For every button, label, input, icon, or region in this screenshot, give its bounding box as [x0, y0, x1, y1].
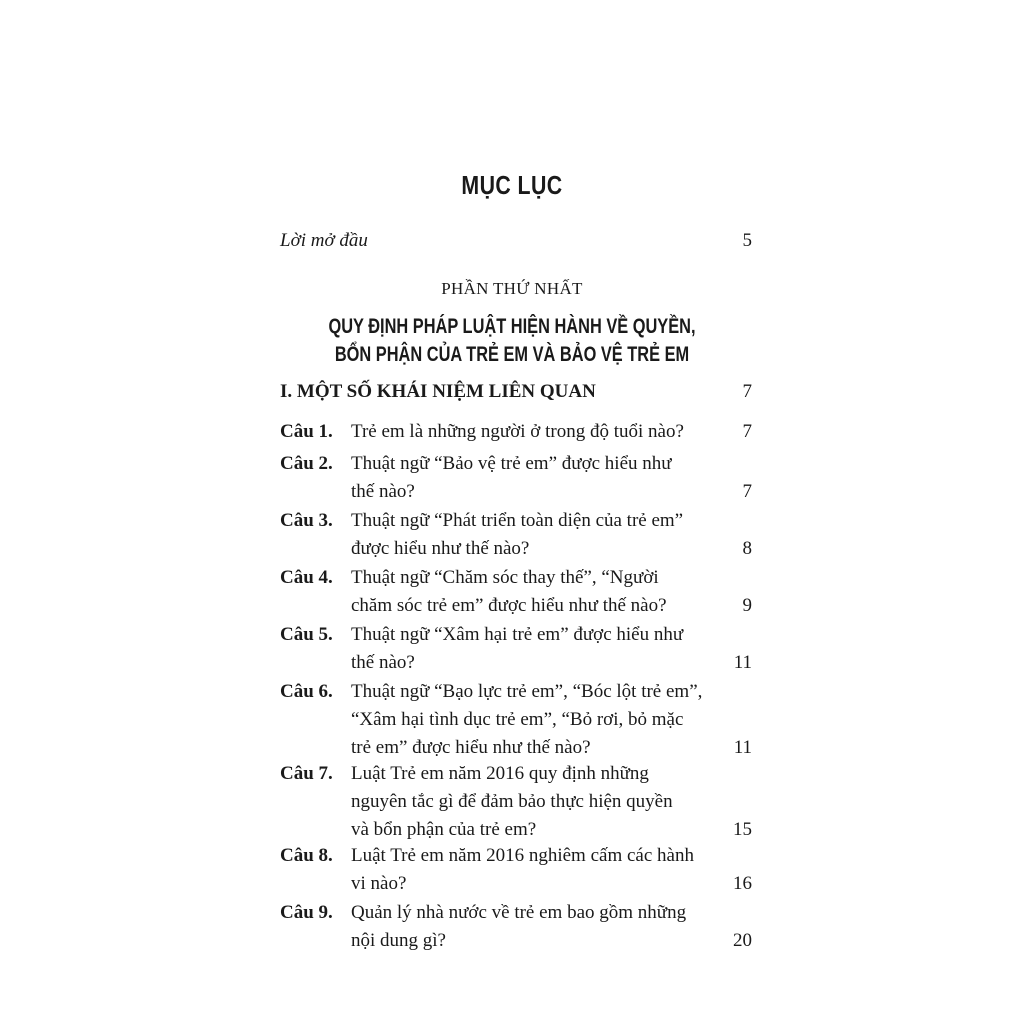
toc-entry-section-1[interactable] [280, 381, 752, 403]
part-label: PHẦN THỨ NHẤT [441, 279, 583, 298]
question-label: Câu 3. [280, 510, 333, 531]
toc-entry-question-4[interactable] [280, 564, 752, 620]
question-text-line: Quản lý nhà nước về trẻ em bao gồm những [351, 902, 687, 923]
section-page-number: 7 [742, 381, 752, 402]
question-text-line: Trẻ em là những người ở trong độ tuổi nào? [351, 421, 684, 442]
question-text-line: thế nào? [351, 652, 415, 673]
section-heading: I. MỘT SỐ KHÁI NIỆM LIÊN QUAN [280, 381, 596, 402]
toc-entry-question-1[interactable] [280, 418, 752, 446]
question-page-number: 8 [742, 538, 752, 559]
toc-entry-question-3[interactable] [280, 507, 752, 563]
question-text [351, 418, 722, 446]
question-text-line: nguyên tắc gì để đảm bảo thực hiện quyền [351, 791, 673, 812]
question-page-number: 7 [742, 421, 752, 442]
question-label: Câu 7. [280, 763, 333, 784]
question-text [351, 507, 722, 563]
question-label: Câu 1. [280, 421, 333, 442]
question-text-line: Thuật ngữ “Chăm sóc thay thế”, “Người [351, 567, 659, 588]
question-text-line: Thuật ngữ “Xâm hại trẻ em” được hiểu như [351, 624, 684, 645]
question-label: Câu 8. [280, 845, 333, 866]
question-text-line: thế nào? [351, 481, 415, 502]
question-text-line: chăm sóc trẻ em” được hiểu như thế nào? [351, 595, 667, 616]
question-text [351, 564, 722, 620]
part-title-line-1: QUY ĐỊNH PHÁP LUẬT HIỆN HÀNH VỀ QUYỀN, [328, 315, 696, 338]
question-text [351, 842, 722, 898]
question-text-line: vi nào? [351, 873, 407, 894]
question-text-line: Thuật ngữ “Bạo lực trẻ em”, “Bóc lột trẻ em”, [351, 681, 703, 702]
question-text [351, 621, 722, 677]
question-text [351, 899, 722, 955]
question-text-line: được hiểu như thế nào? [351, 538, 530, 559]
intro-page-number: 5 [742, 230, 752, 251]
question-label: Câu 5. [280, 624, 333, 645]
question-text [351, 450, 722, 506]
question-page-number: 16 [733, 873, 752, 894]
question-label: Câu 9. [280, 902, 333, 923]
toc-entry-question-6[interactable] [280, 678, 752, 762]
question-label: Câu 4. [280, 567, 333, 588]
part-title-line-2: BỔN PHẬN CỦA TRẺ EM VÀ BẢO VỆ TRẺ EM [334, 343, 690, 366]
question-text-line: Thuật ngữ “Bảo vệ trẻ em” được hiểu như [351, 453, 672, 474]
question-page-number: 7 [742, 481, 752, 502]
question-text-line: Luật Trẻ em năm 2016 nghiêm cấm các hành [351, 845, 694, 866]
toc-entry-question-8[interactable] [280, 842, 752, 898]
toc-entry-question-7[interactable] [280, 760, 752, 844]
question-text [351, 678, 722, 762]
part-title [113, 313, 912, 369]
question-text-line: Thuật ngữ “Phát triển toàn diện của trẻ em” [351, 510, 684, 531]
question-text-line: Luật Trẻ em năm 2016 quy định những [351, 763, 649, 784]
question-text-line: trẻ em” được hiểu như thế nào? [351, 737, 591, 758]
question-page-number: 11 [733, 737, 752, 758]
question-page-number: 9 [742, 595, 752, 616]
intro-label: Lời mở đầu [280, 230, 368, 251]
question-text-line: nội dung gì? [351, 930, 446, 951]
toc-title: MỤC LỤC [461, 170, 563, 200]
question-page-number: 11 [733, 652, 752, 673]
toc-entry-intro[interactable] [280, 230, 752, 252]
toc-entry-question-9[interactable] [280, 899, 752, 955]
question-page-number: 20 [733, 930, 752, 951]
question-text-line: và bổn phận của trẻ em? [351, 819, 537, 840]
question-text [351, 760, 722, 844]
question-label: Câu 2. [280, 453, 333, 474]
question-label: Câu 6. [280, 681, 333, 702]
question-page-number: 15 [733, 819, 752, 840]
toc-entry-question-2[interactable] [280, 450, 752, 506]
toc-entry-question-5[interactable] [280, 621, 752, 677]
question-text-line: “Xâm hại tình dục trẻ em”, “Bỏ rơi, bỏ mặc [351, 709, 684, 730]
